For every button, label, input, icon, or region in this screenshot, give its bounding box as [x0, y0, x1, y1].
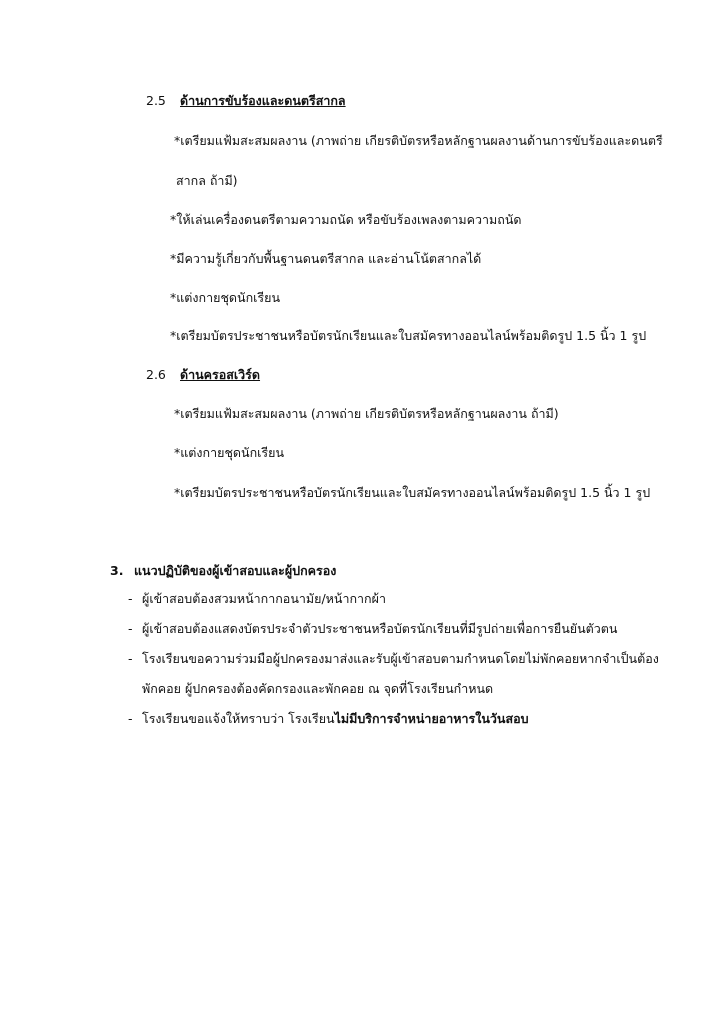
bullet-text: โรงเรียนขอความร่วมมือผู้ปกครองมาส่งและรับผู้เข้าสอบตามกำหนดโดยไม่พักคอยหากจำเป็นต้อง: [142, 651, 659, 666]
s26-item-id-card: *เตรียมบัตรประชาชนหรือบัตรนักเรียนและใบสมัครทางออนไลน์พร้อมติดรูป 1.5 นิ้ว 1 รูป: [174, 485, 651, 500]
s25-item-portfolio-cont: สากล ถ้ามี): [176, 173, 238, 188]
bullet-dash: -: [128, 591, 133, 606]
s25-item-id-card: *เตรียมบัตรประชาชนหรือบัตรนักเรียนและใบสมัครทางออนไลน์พร้อมติดรูป 1.5 นิ้ว 1 รูป: [170, 328, 647, 343]
bullet-text: ผู้เข้าสอบต้องแสดงบัตรประจำตัวประชาชนหรือบัตรนักเรียนที่มีรูปถ่ายเพื่อการยืนยันตัวตน: [142, 621, 618, 636]
s3-bullet-mask: [128, 590, 386, 608]
section-title: แนวปฏิบัติของผู้เข้าสอบและผู้ปกครอง: [134, 563, 337, 578]
bullet-dash: -: [128, 621, 133, 636]
s25-item-knowledge: *มีความรู้เกี่ยวกับพื้นฐานดนตรีสากล และอ่านโน้ตสากลได้: [170, 251, 482, 266]
s25-item-portfolio: *เตรียมแฟ้มสะสมผลงาน (ภาพถ่าย เกียรติบัตรหรือหลักฐานผลงานด้านการขับร้องและดนตรี: [174, 133, 663, 148]
s3-bullet-id: [128, 620, 617, 638]
bullet-text: ผู้เข้าสอบต้องสวมหน้ากากอนามัย/หน้ากากผ้า: [142, 591, 386, 606]
s3-bullet-parents: [128, 650, 659, 668]
section-title: ด้านครอสเวิร์ด: [180, 367, 261, 382]
bullet-text: โรงเรียนขอแจ้งให้ทราบว่า โรงเรียน: [142, 711, 335, 726]
s25-item-uniform: *แต่งกายชุดนักเรียน: [170, 290, 281, 305]
s26-item-uniform: *แต่งกายชุดนักเรียน: [174, 445, 285, 460]
section-2-5-heading: [146, 92, 346, 110]
section-number: 2.6: [146, 367, 166, 382]
bullet-dash: -: [128, 651, 133, 666]
section-number: 2.5: [146, 93, 166, 108]
bullet-text-bold: ไม่มีบริการจำหน่ายอาหารในวันสอบ: [334, 711, 529, 726]
bullet-dash: -: [128, 711, 133, 726]
s26-item-portfolio: *เตรียมแฟ้มสะสมผลงาน (ภาพถ่าย เกียรติบัตรหรือหลักฐานผลงาน ถ้ามี): [174, 406, 559, 421]
s3-bullet-parents-cont: พักคอย ผู้ปกครองต้องคัดกรองและพักคอย ณ จุดที่โรงเรียนกำหนด: [142, 681, 494, 696]
section-2-6-heading: [146, 366, 260, 384]
section-3-heading: [110, 562, 336, 580]
section-title: ด้านการขับร้องและดนตรีสากล: [180, 93, 346, 108]
s25-item-perform: *ให้เล่นเครื่องดนตรีตามความถนัด หรือขับร้องเพลงตามความถนัด: [170, 212, 522, 227]
s3-bullet-food: [128, 710, 529, 728]
section-number: 3.: [110, 563, 124, 578]
